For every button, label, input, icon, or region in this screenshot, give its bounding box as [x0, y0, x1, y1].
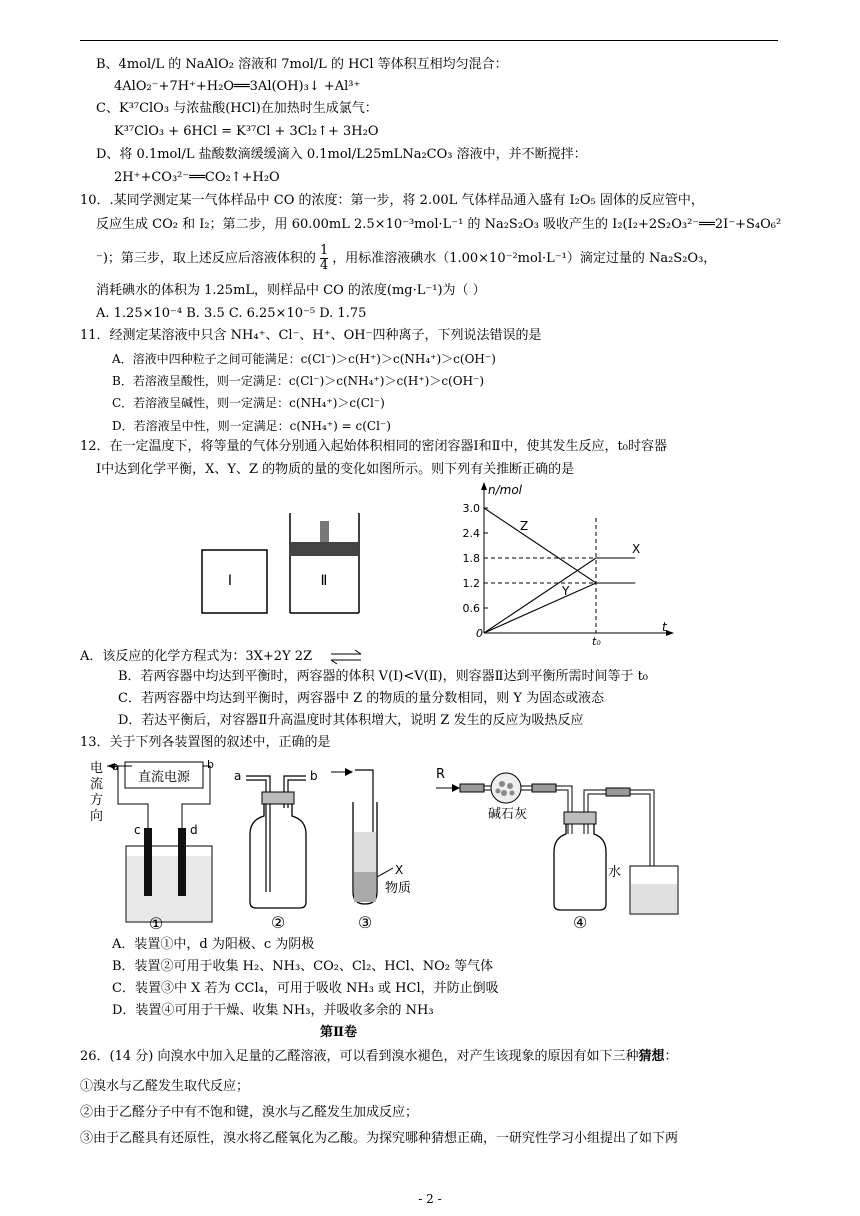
section-title: 第Ⅱ卷 [320, 1025, 357, 1040]
apparatus-1-electrolysis [82, 756, 222, 934]
rubber-joint-3 [606, 788, 630, 796]
piston [290, 542, 359, 556]
q12-line1: 12．在一定温度下，将等量的气体分别通入起始体积相同的密闭容器Ⅰ和Ⅱ中，使其发生反应，t₀时容器 [80, 439, 667, 454]
apparatus-2-gas-bottle [230, 762, 325, 934]
y-axis-label: n/mol [488, 483, 523, 497]
y-tick-label: 2.4 [462, 527, 480, 540]
q26-guess-1: ①溴水与乙醛发生取代反应； [80, 1079, 250, 1094]
dc-power-label: 直流电源 [137, 770, 191, 785]
q26-line1-post: ： [664, 1049, 678, 1064]
fraction-one-quarter [320, 244, 328, 273]
electrolyte [127, 856, 211, 921]
q12-option-d: D．若达平衡后，对容器Ⅱ升高温度时其体积增大，说明 Z 发生的反应为吸热反应 [118, 713, 584, 728]
water-label: 水 [608, 865, 622, 880]
series-line-X [484, 558, 635, 633]
rubber-joint-1 [460, 784, 484, 792]
x-axis-arrow-icon [666, 630, 674, 636]
equilibrium-arrow-icon [328, 648, 364, 666]
q10-line3-pre: ⁻)；第三步，取上述反应后溶液体积的 [96, 251, 316, 266]
q11-stem: 11．经测定某溶液中只含 NH₄⁺、Cl⁻、H⁺、OH⁻四种离子，下列说法错误的是 [80, 328, 542, 343]
tube-a-label: a [234, 769, 242, 783]
x-axis-label: t [662, 620, 667, 634]
container-2-label: Ⅱ [320, 573, 328, 589]
series-label-X: X [632, 542, 641, 556]
electrode-c-label: c [134, 823, 141, 837]
y-tick-label: 3.0 [462, 502, 480, 515]
side-label-2: 流 [90, 777, 104, 792]
terminal-b: b [207, 758, 214, 771]
q12-option-a: A．该反应的化学方程式为：3X+2Y 2Z [80, 649, 313, 664]
origin-label: 0 [476, 627, 483, 640]
q9-option-d-equation: 2H⁺+CO₃²⁻══CO₂↑+H₂O [114, 170, 280, 185]
series-line-Z [484, 508, 635, 583]
q10-line4: 消耗碘水的体积为 1.25mL，则样品中 CO 的浓度(mg·L⁻¹)为（ ） [96, 283, 486, 298]
q10-options: A. 1.25×10⁻⁴ B. 3.5 C. 6.25×10⁻⁵ D. 1.75 [96, 306, 367, 321]
q26-line1-pre: 26．(14 分) 向溴水中加入足量的乙醛溶液，可以看到溴水褪色，对产生该现象的原因有如下三种 [80, 1049, 639, 1064]
series-label-Y: Y [562, 584, 570, 598]
series-label-Z: Z [520, 519, 529, 533]
containers-figure [195, 505, 375, 620]
apparatus-4-dry-collect [432, 762, 682, 934]
y-tick-label: 1.8 [462, 552, 480, 565]
r-label: R [436, 767, 446, 782]
q11-option-a: A．溶液中四种粒子之间可能满足：c(Cl⁻)＞c(H⁺)＞c(NH₄⁺)＞c(OH⁻) [112, 352, 496, 366]
q26-guess-2: ②由于乙醛分子中有不饱和键，溴水与乙醛发生加成反应； [80, 1105, 419, 1120]
q13-option-c: C．装置③中 X 若为 CCl₄，可用于吸收 NH₃ 或 HCl，并防止倒吸 [112, 981, 499, 996]
inlet-arrow-icon [345, 768, 353, 776]
q10-line1: 10．.某同学测定某一气体样品中 CO 的浓度：第一步，将 2.00L 气体样品通入盛有 I₂O₅ 固体的反应管中， [80, 193, 704, 208]
electrode-d-label: d [190, 823, 198, 837]
stopper-4 [564, 812, 596, 824]
q10-line2: 反应生成 CO₂ 和 I₂；第二步，用 60.00mL 2.5×10⁻³mol·L⁻¹ 的 Na₂S₂O₃ 吸收产生的 I₂(I₂+2S₂O₃²⁻══2I⁻+S₄O₆² [96, 217, 782, 232]
q13-option-d: D．装置④可用于干燥、收集 NH₃，并吸收多余的 NH₃ [112, 1003, 434, 1018]
electrode-c [144, 828, 152, 896]
stopper [262, 792, 294, 804]
q9-option-b-equation: 4AlO₂⁻+7H⁺+H₂O══3Al(OH)₃↓ +Al³⁺ [114, 79, 361, 94]
q12-line2: Ⅰ中达到化学平衡，X、Y、Z 的物质的量的变化如图所示。则下列有关推断正确的是 [96, 462, 575, 477]
q12-option-b: B．若两容器中均达到平衡时，两容器的体积 V(Ⅰ)<V(Ⅱ)，则容器Ⅱ达到平衡所需时间等于 t₀ [118, 669, 649, 684]
q13-stem: 13．关于下列各装置图的叙述中，正确的是 [80, 735, 331, 750]
y-tick-label: 0.6 [462, 602, 480, 615]
tube-b-label: b [310, 769, 318, 783]
x-label: X [395, 863, 404, 877]
q11-option-c: C．若溶液呈碱性，则一定满足：c(NH₄⁺)＞c(Cl⁻) [112, 396, 385, 410]
side-label-3: 方 [90, 793, 104, 808]
q10-line3 [96, 244, 716, 273]
fraction-numerator: 1 [319, 243, 329, 258]
soda-lime-label: 碱石灰 [488, 807, 528, 822]
page-number: - 2 - [418, 1192, 442, 1206]
terminal-a: a [112, 760, 119, 773]
apparatus-1-number: ① [148, 914, 164, 933]
liquid-x [354, 872, 376, 902]
q11-option-d: D．若溶液呈中性，则一定满足：c(NH₄⁺) = c(Cl⁻) [112, 419, 391, 433]
r-arrow-icon [452, 784, 460, 792]
container-1-label: Ⅰ [227, 573, 233, 589]
q9-option-b: B、4mol/L 的 NaAlO₂ 溶液和 7mol/L 的 HCl 等体积互相均匀混合： [96, 57, 508, 72]
q13-option-a: A．装置①中，d 为阳极、c 为阴极 [112, 937, 315, 952]
side-label-1: 电 [90, 761, 104, 776]
piston-rod [320, 521, 329, 542]
q12-option-c: C．若两容器中均达到平衡时，两容器中 Z 的物质的量分数相同，则 Y 为固态或液态 [118, 691, 605, 706]
apparatus-3-number: ③ [357, 913, 373, 932]
rubber-joint-2 [532, 784, 556, 792]
soda-lime-tube [491, 773, 521, 803]
q10-line3-post: ，用标准溶液碘水（1.00×10⁻²mol·L⁻¹）滴定过量的 Na₂S₂O₃， [332, 251, 717, 266]
water [631, 884, 677, 913]
apparatus-2-number: ② [270, 913, 286, 932]
apparatus-3-test-tube [325, 762, 425, 934]
q26-guess-3: ③由于乙醛具有还原性，溴水将乙醛氧化为乙酸。为探究哪种猜想正确，一研究性学习小组提出了如下两 [80, 1131, 679, 1146]
x-substance-label: 物质 [385, 881, 412, 896]
q26-keyword: 猜想 [638, 1049, 665, 1064]
apparatus-4-number: ④ [572, 913, 588, 932]
n-t-chart [448, 478, 678, 648]
container-1 [202, 550, 267, 613]
q9-option-c: C、K³⁷ClO₃ 与浓盐酸(HCl)在加热时生成氯气： [96, 101, 378, 116]
y-tick-label: 1.2 [462, 577, 480, 590]
fraction-denominator: 4 [319, 258, 329, 273]
q26-line1 [80, 1048, 678, 1066]
header-rule [80, 40, 778, 41]
bottle [250, 804, 306, 908]
collection-bottle [554, 824, 606, 910]
electrode-d [178, 828, 186, 896]
side-label-4: 向 [90, 809, 104, 824]
q9-option-d: D、将 0.1mol/L 盐酸数滴缓缓滴入 0.1mol/L25mLNa₂CO₃ 溶液中，并不断搅拌： [96, 147, 587, 162]
y-axis-arrow-icon [481, 482, 487, 490]
q13-option-b: B．装置②可用于收集 H₂、NH₃、CO₂、Cl₂、HCl、NO₂ 等气体 [112, 959, 494, 974]
q11-option-b: B．若溶液呈酸性，则一定满足：c(Cl⁻)＞c(NH₄⁺)＞c(H⁺)＞c(OH⁻) [112, 374, 485, 388]
q9-option-c-equation: K³⁷ClO₃ + 6HCl = K³⁷Cl + 3Cl₂↑+ 3H₂O [114, 124, 379, 139]
series-line-Y [484, 583, 635, 633]
x-tick-label-t0: t₀ [592, 635, 601, 648]
